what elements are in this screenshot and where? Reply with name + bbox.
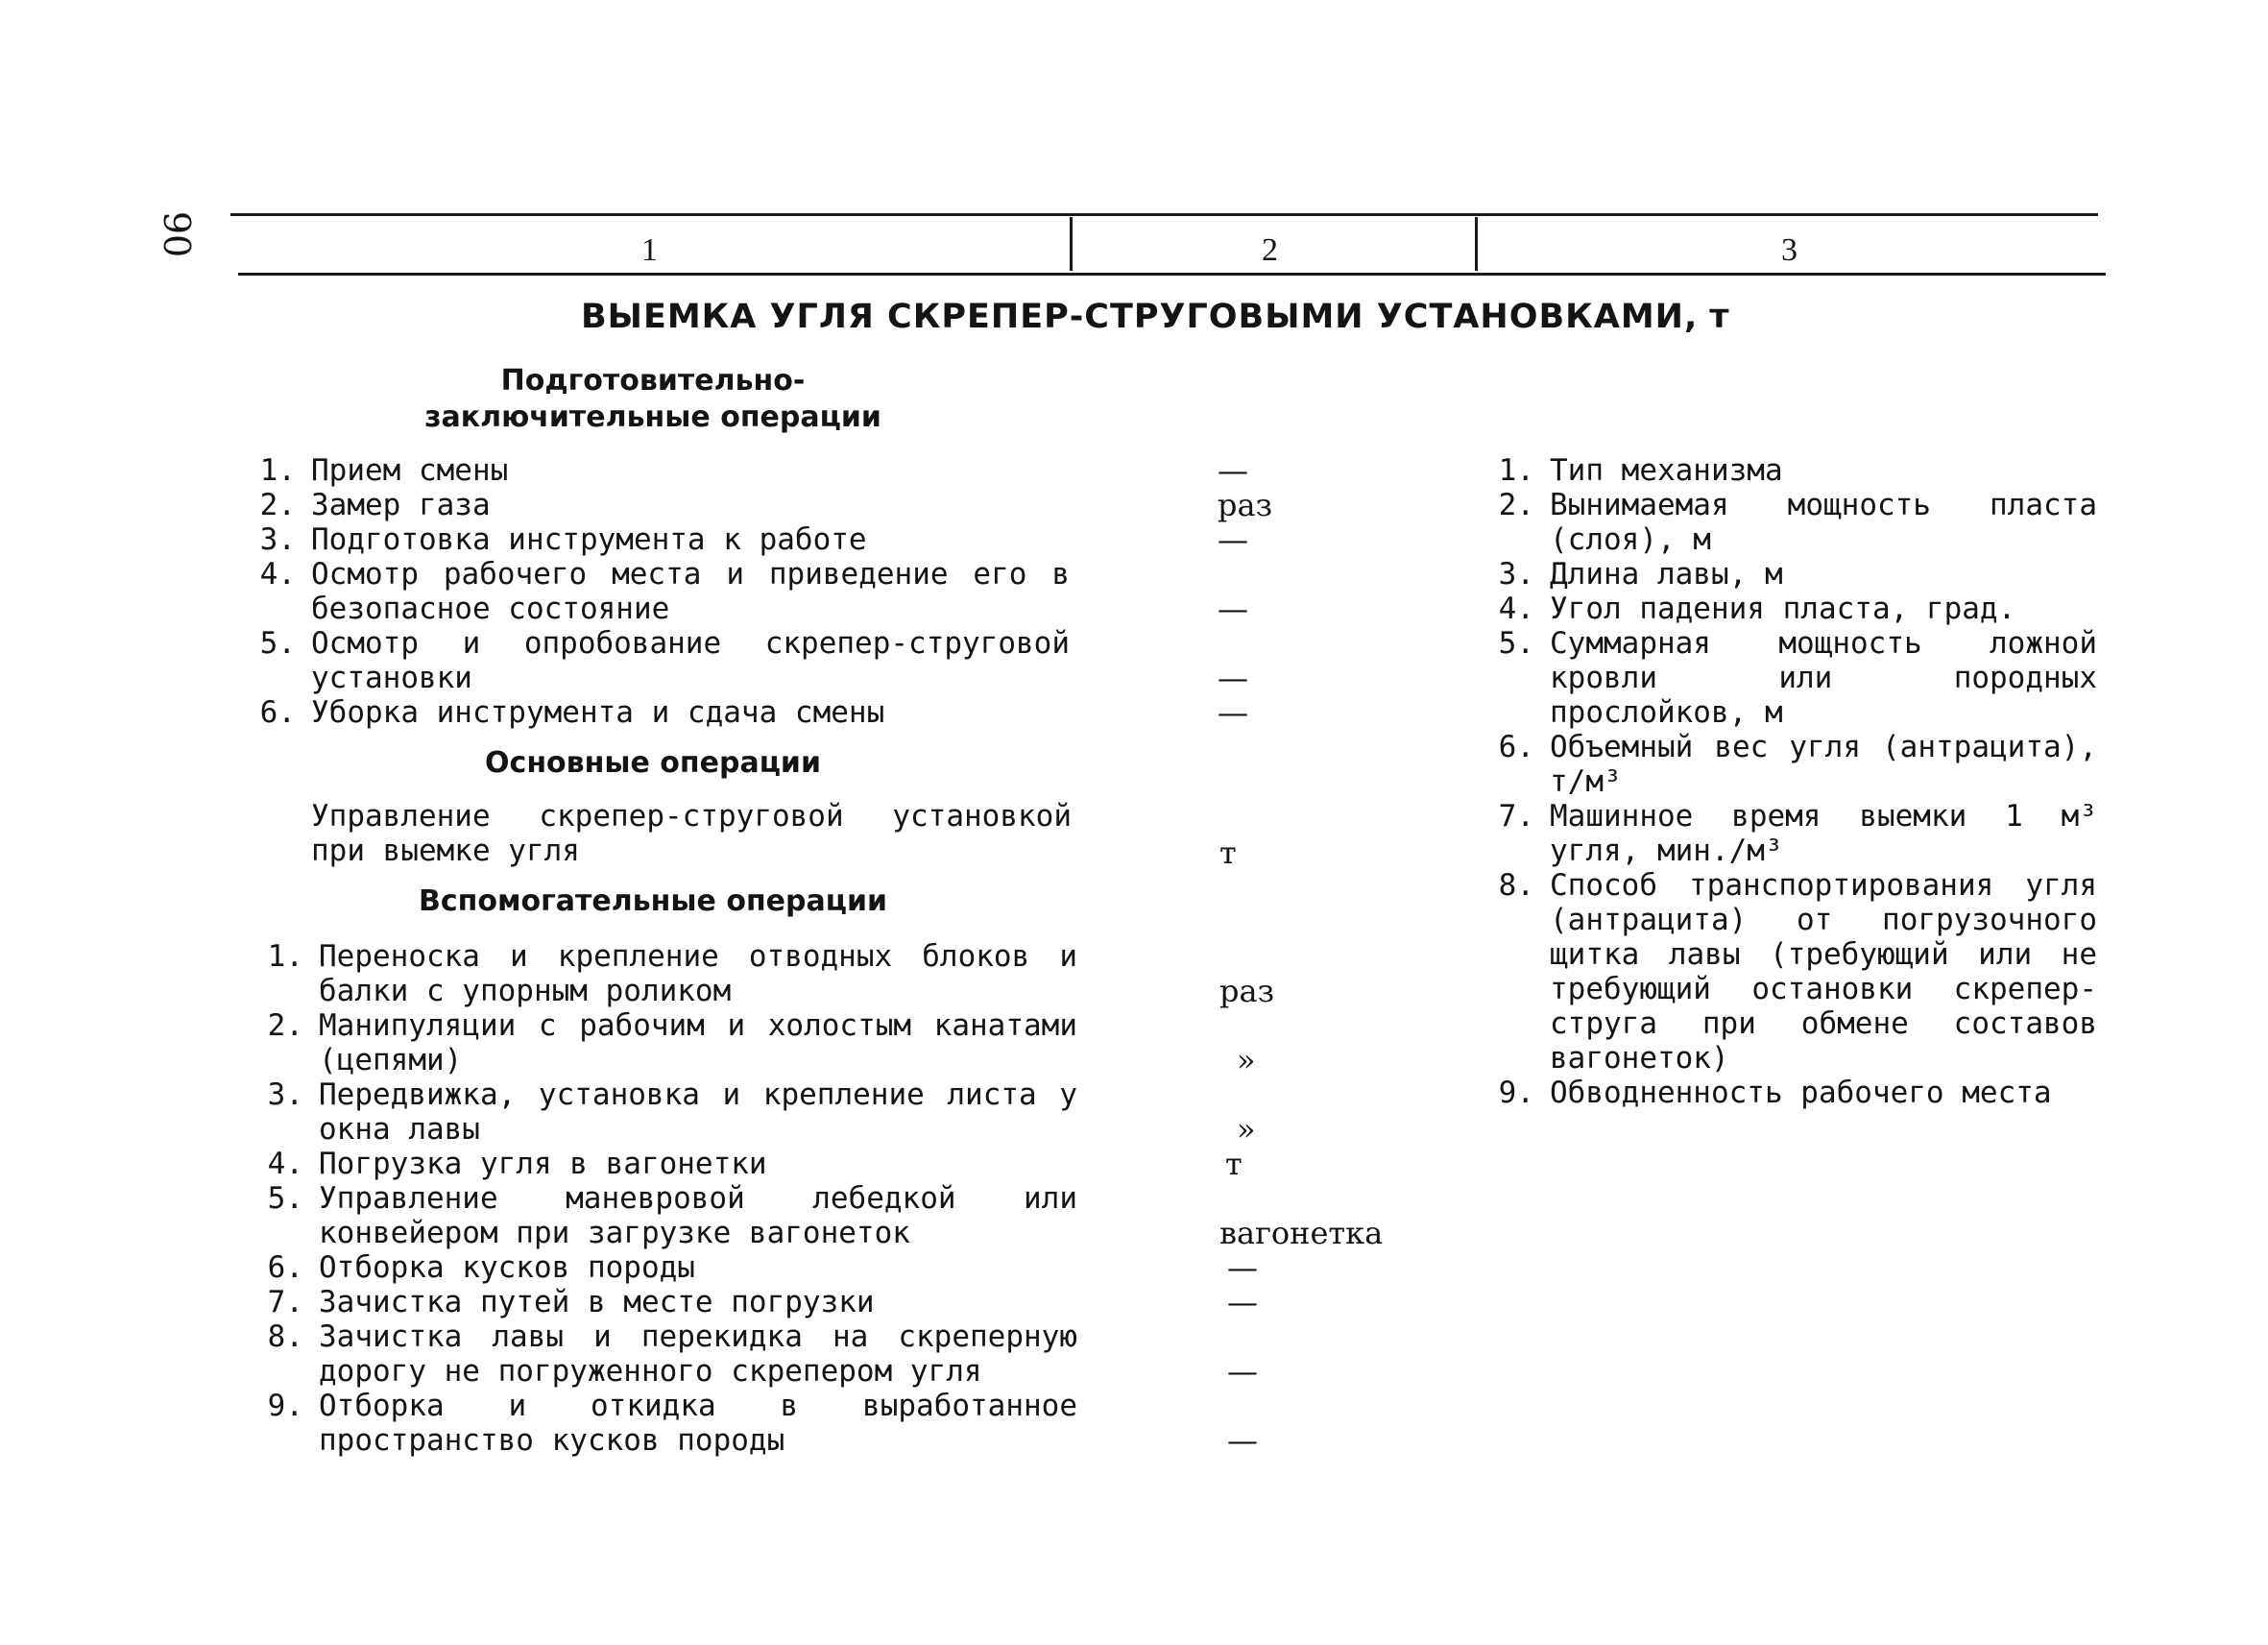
unit-cell: — xyxy=(1218,452,1248,489)
item-text: Угол падения пласта, град. xyxy=(1550,592,2016,626)
column-header-1: 1 xyxy=(641,232,658,268)
item-text: Уборка инструмента и сдача смены xyxy=(311,695,885,730)
item-text: Замер газа xyxy=(311,488,491,522)
unit-cell: раз xyxy=(1219,973,1275,1009)
column-header-3: 3 xyxy=(1781,232,1798,268)
item-number: 7. xyxy=(1498,799,1534,834)
page-number: 90 xyxy=(156,210,199,258)
item-number: 1. xyxy=(1498,453,1534,488)
list-item xyxy=(252,488,1070,522)
unit-cell: т xyxy=(1219,835,1237,871)
list-item xyxy=(252,695,1070,730)
section-heading-main: Основные операции xyxy=(485,746,821,780)
list-item xyxy=(1490,626,2097,730)
item-text: Объемный вес угля (антрацита), т/м³ xyxy=(1550,730,2097,799)
item-text: Отборка и откидка в выработанное пространство кусков породы xyxy=(319,1389,1077,1458)
item-text: Осмотр и опробование скрепер-струговой установки xyxy=(311,626,1070,695)
unit-cell: — xyxy=(1218,591,1248,627)
item-number: 1. xyxy=(259,453,296,488)
item-number: 6. xyxy=(1498,730,1534,764)
item-number: 5. xyxy=(267,1181,303,1216)
unit-cell: — xyxy=(1218,694,1248,731)
list-item xyxy=(259,1389,1077,1458)
item-number: 2. xyxy=(1498,488,1534,522)
unit-cell: — xyxy=(1227,1249,1258,1286)
column-separator-1 xyxy=(1070,217,1073,271)
list-item xyxy=(1490,557,2097,592)
item-text: Длина лавы, м xyxy=(1550,557,1783,592)
item-text: Вынимаемая мощность пласта (слоя), м xyxy=(1550,488,2097,557)
main-operation-text: Управление скрепер-струговой установкой при выемке угля xyxy=(311,799,1072,868)
aux-operations-list xyxy=(259,939,1077,1458)
factors-list xyxy=(1490,453,2097,1110)
list-item xyxy=(1490,868,2097,1076)
page-title xyxy=(581,298,1730,336)
item-text: Обводненность рабочего места xyxy=(1550,1076,2052,1110)
item-text: Осмотр рабочего места и приведение его в безопасное состояние xyxy=(311,557,1070,626)
item-number: 7. xyxy=(267,1285,303,1319)
item-number: 1. xyxy=(267,939,303,974)
list-item xyxy=(1490,1076,2097,1110)
section-heading-prep: Подготовительно-заключительные операции xyxy=(424,364,881,434)
item-text: Машинное время выемки 1 м³ угля, мин./м³ xyxy=(1550,799,2097,868)
list-item xyxy=(259,1181,1077,1250)
item-text: Подготовка инструмента к работе xyxy=(311,522,867,557)
unit-cell: вагонетка xyxy=(1219,1215,1384,1251)
item-number: 4. xyxy=(267,1147,303,1181)
list-item xyxy=(1490,799,2097,868)
item-text: Манипуляции с рабочим и холостым канатами (цепями) xyxy=(319,1008,1077,1077)
item-number: 8. xyxy=(267,1319,303,1354)
item-number: 3. xyxy=(259,522,296,557)
unit-cell: — xyxy=(1227,1284,1258,1320)
list-item xyxy=(1490,730,2097,799)
item-number: 9. xyxy=(267,1389,303,1423)
item-text: Управление маневровой лебедкой или конвейером при загрузке вагонеток xyxy=(319,1181,1077,1250)
title-text: ВЫЕМКА УГЛЯ СКРЕПЕР-СТРУГОВЫМИ УСТАНОВКАМИ, xyxy=(581,298,1699,336)
item-text: Способ транспортирования угля (антрацита) от погрузочного щитка лавы (требующий или не требующий остановки скрепер-струга при обмене составов вагонеток) xyxy=(1550,868,2097,1076)
unit-cell: раз xyxy=(1218,487,1273,523)
item-text: Тип механизма xyxy=(1550,453,1783,488)
unit-cell: — xyxy=(1218,521,1248,558)
item-number: 6. xyxy=(267,1250,303,1285)
list-item xyxy=(259,1285,1077,1319)
unit-cell: » xyxy=(1237,1042,1256,1078)
header-rule-bottom xyxy=(238,273,2106,276)
unit-cell: т xyxy=(1225,1146,1243,1182)
prep-operations-list xyxy=(252,453,1070,730)
item-text: Погрузка угля в вагонетки xyxy=(319,1147,767,1181)
item-text: Зачистка лавы и перекидка на скреперную дорогу не погруженного скрепером угля xyxy=(319,1319,1077,1389)
item-number: 3. xyxy=(267,1077,303,1112)
list-item xyxy=(259,939,1077,1008)
list-item xyxy=(252,626,1070,695)
item-number: 2. xyxy=(267,1008,303,1043)
list-item xyxy=(259,1319,1077,1389)
item-number: 6. xyxy=(259,695,296,730)
column-header-2: 2 xyxy=(1262,232,1278,268)
item-number: 4. xyxy=(1498,592,1534,626)
unit-cell: » xyxy=(1237,1111,1256,1148)
list-item xyxy=(259,1250,1077,1285)
column-separator-2 xyxy=(1475,217,1478,271)
item-number: 2. xyxy=(259,488,296,522)
item-number: 3. xyxy=(1498,557,1534,592)
list-item xyxy=(252,557,1070,626)
item-text: Переноска и крепление отводных блоков и балки с упорным роликом xyxy=(319,939,1077,1008)
item-text: Прием смены xyxy=(311,453,509,488)
title-unit: т xyxy=(1709,298,1730,336)
header-rule-top xyxy=(230,213,2098,216)
item-text: Зачистка путей в месте погрузки xyxy=(319,1285,875,1319)
list-item xyxy=(1490,453,2097,488)
list-item xyxy=(259,1077,1077,1147)
item-text: Передвижка, установка и крепление листа у окна лавы xyxy=(319,1077,1077,1147)
list-item xyxy=(1490,488,2097,557)
section-heading-aux: Вспомогательные операции xyxy=(418,884,888,918)
unit-cell: — xyxy=(1227,1353,1258,1390)
item-number: 9. xyxy=(1498,1076,1534,1110)
item-number: 5. xyxy=(1498,626,1534,661)
list-item xyxy=(252,453,1070,488)
unit-cell: — xyxy=(1218,660,1248,696)
list-item xyxy=(259,1147,1077,1181)
item-number: 8. xyxy=(1498,868,1534,903)
item-text: Суммарная мощность ложной кровли или породных прослойков, м xyxy=(1550,626,2097,730)
item-number: 5. xyxy=(259,626,296,661)
list-item xyxy=(252,522,1070,557)
list-item xyxy=(1490,592,2097,626)
unit-cell: — xyxy=(1227,1422,1258,1459)
list-item xyxy=(259,1008,1077,1077)
item-number: 4. xyxy=(259,557,296,592)
item-text: Отборка кусков породы xyxy=(319,1250,695,1285)
